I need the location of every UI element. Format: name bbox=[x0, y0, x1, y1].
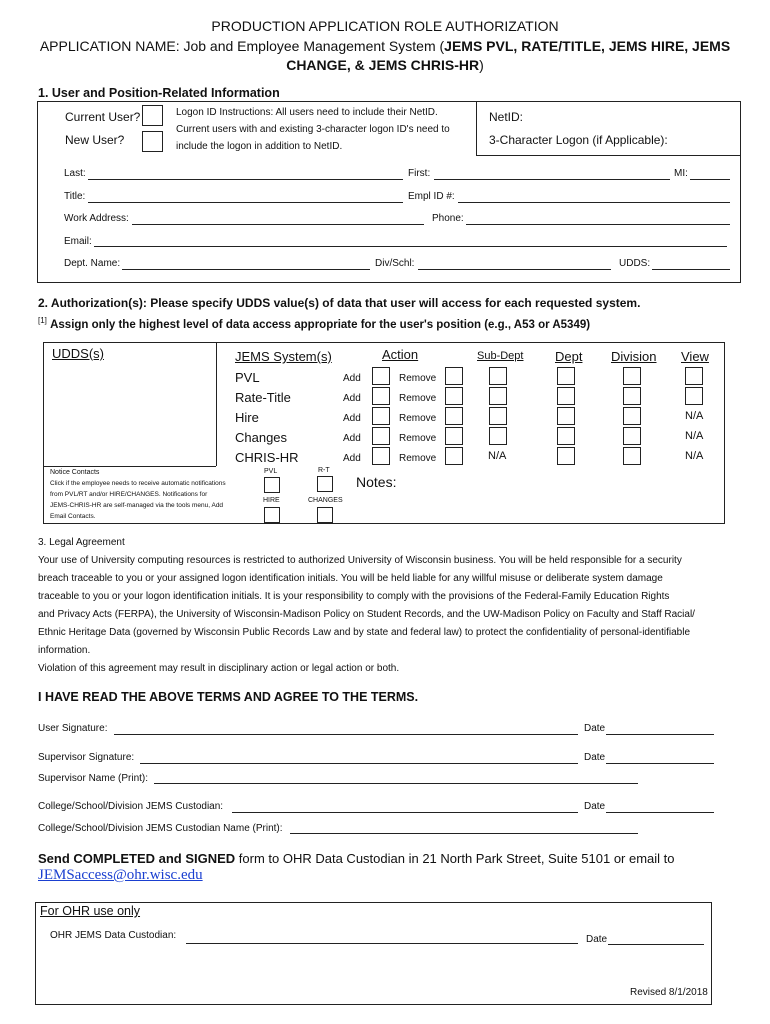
remove-label: Remove bbox=[399, 393, 437, 404]
user-date-field[interactable] bbox=[606, 734, 714, 735]
udds-label: UDDS: bbox=[619, 258, 651, 269]
app-name-suffix: ) bbox=[479, 57, 484, 73]
changes-remove-checkbox[interactable] bbox=[445, 427, 463, 445]
dept-name-label: Dept. Name: bbox=[64, 258, 121, 269]
system-pvl: PVL bbox=[235, 370, 260, 385]
chris-hr-division-checkbox[interactable] bbox=[623, 447, 641, 465]
ohr-date-label: Date bbox=[586, 934, 608, 945]
new-user-label: New User? bbox=[65, 133, 125, 147]
logon-instructions bbox=[176, 104, 450, 155]
supervisor-name-field[interactable] bbox=[154, 783, 638, 784]
system-rate-title: Rate-Title bbox=[235, 390, 291, 405]
changes-division-checkbox[interactable] bbox=[623, 427, 641, 445]
email-field[interactable] bbox=[94, 246, 727, 247]
last-label: Last: bbox=[64, 168, 86, 179]
netid-label: NetID: bbox=[489, 110, 524, 124]
pvl-dept-checkbox[interactable] bbox=[557, 367, 575, 385]
custodian-signature-field[interactable] bbox=[232, 812, 578, 813]
work-address-label: Work Address: bbox=[64, 213, 129, 224]
user-date-label: Date bbox=[584, 723, 606, 734]
chris-hr-dept-checkbox[interactable] bbox=[557, 447, 575, 465]
hire-division-checkbox[interactable] bbox=[623, 407, 641, 425]
mi-label: MI: bbox=[674, 168, 688, 179]
system-chris-hr: CHRIS-HR bbox=[235, 450, 299, 465]
add-label: Add bbox=[343, 453, 361, 464]
hire-view-na: N/A bbox=[685, 410, 704, 422]
col-dept: Dept bbox=[555, 349, 583, 364]
pvl-remove-checkbox[interactable] bbox=[445, 367, 463, 385]
work-address-field[interactable] bbox=[132, 224, 424, 225]
notice-hire-label: HIRE bbox=[263, 497, 280, 504]
col-udds: UDDS(s) bbox=[52, 346, 104, 361]
add-label: Add bbox=[343, 373, 361, 384]
ohr-custodian-label: OHR JEMS Data Custodian: bbox=[50, 930, 177, 941]
legal-paragraph bbox=[38, 552, 695, 660]
rate-title-subdept-checkbox[interactable] bbox=[489, 387, 507, 405]
current-user-label: Current User? bbox=[65, 110, 141, 124]
current-user-checkbox[interactable] bbox=[142, 105, 163, 126]
ohr-date-field[interactable] bbox=[608, 944, 704, 945]
three-char-logon-label: 3-Character Logon (if Applicable): bbox=[489, 133, 668, 147]
phone-label: Phone: bbox=[432, 213, 464, 224]
application-name bbox=[0, 37, 770, 75]
custodian-date-field[interactable] bbox=[606, 812, 714, 813]
notice-line: JEMS-CHRIS-HR are self-managed via the tools menu, Add bbox=[50, 502, 224, 509]
empl-id-label: Empl ID #: bbox=[408, 191, 455, 202]
supervisor-date-field[interactable] bbox=[606, 763, 714, 764]
pvl-subdept-checkbox[interactable] bbox=[489, 367, 507, 385]
custodian-date-label: Date bbox=[584, 801, 606, 812]
system-changes: Changes bbox=[235, 430, 288, 445]
pvl-view-checkbox[interactable] bbox=[685, 367, 703, 385]
legal-line: Your use of University computing resources is restricted to authorized University of Wisconsin business. You will be held responsible for a security bbox=[38, 555, 682, 566]
supervisor-date-label: Date bbox=[584, 752, 606, 763]
remove-label: Remove bbox=[399, 433, 437, 444]
col-sub-dept: Sub-Dept bbox=[477, 350, 524, 362]
legal-line: information. bbox=[38, 645, 91, 656]
section3-heading: 3. Legal Agreement bbox=[38, 537, 125, 548]
last-field[interactable] bbox=[88, 179, 403, 180]
col-action: Action bbox=[382, 347, 419, 362]
app-name-prefix: APPLICATION NAME: Job and Employee Management System ( bbox=[39, 38, 445, 54]
rate-title-add-checkbox[interactable] bbox=[372, 387, 390, 405]
notice-hire-checkbox[interactable] bbox=[264, 507, 280, 523]
notes-area[interactable] bbox=[352, 472, 720, 522]
supervisor-name-label: Supervisor Name (Print): bbox=[38, 773, 149, 784]
hire-subdept-checkbox[interactable] bbox=[489, 407, 507, 425]
hire-add-checkbox[interactable] bbox=[372, 407, 390, 425]
agree-statement: I HAVE READ THE ABOVE TERMS AND AGREE TO THE TERMS. bbox=[38, 690, 419, 704]
notice-line: from PVL/RT and/or HIRE/CHANGES. Notifications for bbox=[50, 491, 208, 498]
title-label: Title: bbox=[64, 191, 86, 202]
supervisor-signature-field[interactable] bbox=[140, 763, 578, 764]
logon-instr-line: include the logon in addition to NetID. bbox=[176, 141, 343, 152]
remove-label: Remove bbox=[399, 453, 437, 464]
ohr-use-title: For OHR use only bbox=[40, 904, 141, 918]
legal-line: traceable to you or your logon identification initials. It is your responsibility to comply with the provisions of the Federal-Family Education Rights bbox=[38, 591, 670, 602]
custodian-name-field[interactable] bbox=[290, 833, 638, 834]
title-field[interactable] bbox=[88, 202, 403, 203]
notice-rt-label: R-T bbox=[318, 467, 330, 474]
chris-hr-subdept-na: N/A bbox=[488, 450, 507, 462]
notice-contacts bbox=[50, 467, 260, 522]
mi-field[interactable] bbox=[690, 179, 730, 180]
revised-date: Revised 8/1/2018 bbox=[630, 987, 708, 998]
legal-line: and Privacy Acts (FERPA), the University of Wisconsin-Madison Policy on Student Records, and the UW-Madison Policy on Faculty and Staff Racial/ bbox=[38, 609, 695, 620]
empl-id-field[interactable] bbox=[458, 202, 730, 203]
dept-name-field[interactable] bbox=[122, 269, 370, 270]
notice-pvl-label: PVL bbox=[264, 468, 278, 475]
send-bold: Send COMPLETED and SIGNED bbox=[38, 851, 236, 866]
send-rest: form to OHR Data Custodian in 21 North Park Street, Suite 5101 or email to bbox=[235, 851, 675, 866]
section1-heading: 1. User and Position-Related Information bbox=[38, 86, 280, 100]
section2-heading: 2. Authorization(s): Please specify UDDS value(s) of data that user will access for each requested system. bbox=[38, 296, 641, 310]
col-view: View bbox=[681, 349, 709, 364]
changes-dept-checkbox[interactable] bbox=[557, 427, 575, 445]
system-hire: Hire bbox=[235, 410, 259, 425]
ohr-custodian-field[interactable] bbox=[186, 943, 578, 944]
legal-line: breach traceable to you or your assigned logon identification initials. You will be held liable for any willful misuse or deliberate system damage bbox=[38, 573, 663, 584]
page-title: PRODUCTION APPLICATION ROLE AUTHORIZATION bbox=[211, 18, 559, 34]
notice-changes-checkbox[interactable] bbox=[317, 507, 333, 523]
pvl-add-checkbox[interactable] bbox=[372, 367, 390, 385]
legal-line: Ethnic Heritage Data (governed by Wisconsin Public Records Law and by state and federal law) to protect the confidentiality of personal-identifiable bbox=[38, 627, 691, 638]
changes-view-na: N/A bbox=[685, 430, 704, 442]
chris-hr-view-na: N/A bbox=[685, 450, 704, 462]
jems-email-link[interactable]: JEMSaccess@ohr.wisc.edu bbox=[38, 867, 203, 883]
chris-hr-remove-checkbox[interactable] bbox=[445, 447, 463, 465]
notice-rt-checkbox[interactable] bbox=[317, 476, 333, 492]
violation-text: Violation of this agreement may result in disciplinary action or legal action or both. bbox=[38, 663, 400, 674]
changes-subdept-checkbox[interactable] bbox=[489, 427, 507, 445]
section2-subheading bbox=[38, 316, 590, 331]
hire-dept-checkbox[interactable] bbox=[557, 407, 575, 425]
div-schl-label: Div/Schl: bbox=[375, 258, 415, 269]
pvl-division-checkbox[interactable] bbox=[623, 367, 641, 385]
add-label: Add bbox=[343, 433, 361, 444]
add-label: Add bbox=[343, 393, 361, 404]
rate-title-remove-checkbox[interactable] bbox=[445, 387, 463, 405]
remove-label: Remove bbox=[399, 373, 437, 384]
chris-hr-add-checkbox[interactable] bbox=[372, 447, 390, 465]
notice-line: Click if the employee needs to receive automatic notifications bbox=[50, 480, 226, 487]
table-divider bbox=[216, 342, 217, 466]
logon-instr-line: Logon ID Instructions: All users need to include their NetID. bbox=[176, 107, 438, 118]
notice-pvl-checkbox[interactable] bbox=[264, 477, 280, 493]
phone-field[interactable] bbox=[466, 224, 730, 225]
new-user-checkbox[interactable] bbox=[142, 131, 163, 152]
notice-line: Email Contacts. bbox=[50, 513, 96, 520]
col-division: Division bbox=[611, 349, 657, 364]
supervisor-signature-label: Supervisor Signature: bbox=[38, 752, 135, 763]
col-jems-system: JEMS System(s) bbox=[235, 349, 332, 364]
send-instructions bbox=[38, 851, 675, 866]
rate-title-dept-checkbox[interactable] bbox=[557, 387, 575, 405]
notes-label: Notes: bbox=[356, 474, 397, 490]
first-label: First: bbox=[408, 168, 431, 179]
section2-subheading-text: Assign only the highest level of data access appropriate for the user's position (e.g., A53 or A5349) bbox=[50, 318, 591, 331]
app-name-systems-2: CHANGE, & JEMS CHRIS-HR bbox=[286, 57, 480, 73]
first-field[interactable] bbox=[434, 179, 670, 180]
udds-field[interactable] bbox=[652, 269, 730, 270]
app-name-systems-1: JEMS PVL, RATE/TITLE, JEMS HIRE, JEMS bbox=[444, 38, 731, 54]
add-label: Add bbox=[343, 413, 361, 424]
user-signature-label: User Signature: bbox=[38, 723, 108, 734]
email-label: Email: bbox=[64, 236, 92, 247]
custodian-signature-label: College/School/Division JEMS Custodian: bbox=[38, 801, 224, 812]
rate-title-division-checkbox[interactable] bbox=[623, 387, 641, 405]
custodian-name-label: College/School/Division JEMS Custodian Name (Print): bbox=[38, 823, 283, 834]
hire-remove-checkbox[interactable] bbox=[445, 407, 463, 425]
rate-title-view-checkbox[interactable] bbox=[685, 387, 703, 405]
changes-add-checkbox[interactable] bbox=[372, 427, 390, 445]
footnote-mark: [1] bbox=[38, 316, 47, 325]
div-schl-field[interactable] bbox=[418, 269, 611, 270]
user-signature-field[interactable] bbox=[114, 734, 578, 735]
notice-changes-label: CHANGES bbox=[308, 497, 343, 504]
remove-label: Remove bbox=[399, 413, 437, 424]
logon-instr-line: Current users with and existing 3-character logon ID's need to bbox=[176, 124, 450, 135]
notice-title: Notice Contacts bbox=[50, 469, 100, 476]
